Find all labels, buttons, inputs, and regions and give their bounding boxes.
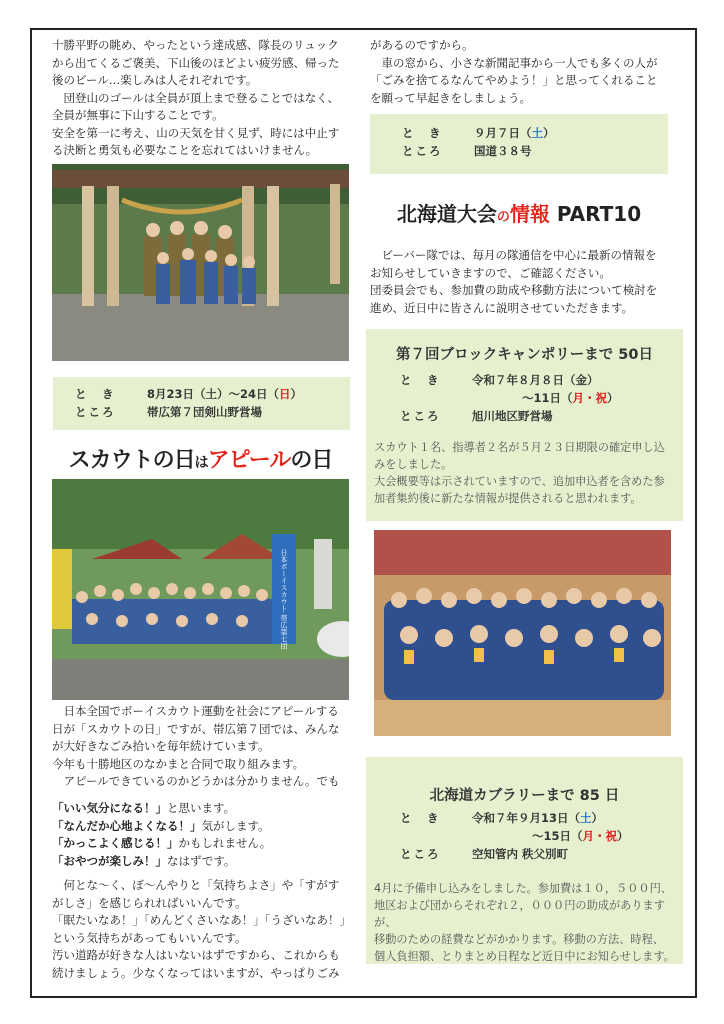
text-line: 車の窓から、小さな新聞記事から一人でも多くの人が: [381, 55, 658, 70]
text-line: 4月に予備申し込みをしました。参加費は１０，５００円、: [374, 882, 672, 895]
feeling-line: 「おやつが楽しみ！」なはずです。: [52, 853, 236, 868]
when-label: と き: [402, 126, 443, 140]
where-value: 空知管内 秩父別町: [472, 847, 569, 861]
when-value-end: ～11日（月・祝）: [522, 391, 619, 405]
when-value: 令和７年９月13日（土）: [472, 811, 604, 825]
text-line: 日が「スカウトの日」ですが、帯広第７団では、みんな: [52, 721, 340, 736]
feeling-line: 「なんだか心地よくなる！」気がします。: [52, 818, 270, 833]
block-camporee-title: 第７回ブロックキャンポリーまで 50日: [396, 347, 653, 363]
intro-paragraph: [52, 37, 350, 160]
text-line: 十勝平野の眺め、やったという達成感、隊長のリュック: [52, 38, 339, 52]
where-value: 国道３８号: [474, 144, 532, 158]
group-photo: [52, 479, 349, 700]
shrine-photo: [52, 164, 349, 361]
text-line: 「ごみを捨てるなんてやめよう！」と思ってくれること: [370, 73, 658, 87]
text-line: から出てくるご褒美、下山後のほどよい疲労感、帰った: [52, 55, 340, 70]
event-info-box: [53, 377, 350, 430]
text-line: みをしました。: [374, 458, 453, 471]
where-label: ところ: [402, 144, 443, 158]
text-line: 全員が無事に下山することです。: [52, 108, 224, 122]
text-line: 大会概要等は示されていますので、追加申込者を含めた参: [374, 475, 665, 488]
text-line: 移動のための経費などがかかります。移動の方法、時程、: [374, 933, 664, 946]
where-value: 旭川地区野営場: [472, 409, 553, 423]
text-line: 何とな～く、ぼ～んやりと「気持ちよさ」や「すがす: [63, 878, 340, 892]
text-line: が大好きなごみ拾いを毎年続けています。: [52, 739, 270, 753]
text-line: 安全を第一に考え、山の天気を甘く見ず、時には中止す: [52, 125, 340, 140]
hokkaido-info-heading: 北海道大会の情報 PART10: [396, 202, 642, 226]
event-info-box: [370, 114, 668, 174]
text-line: 「眠たいなあ！」「めんどくさいなあ！」「うざいなあ！」: [52, 913, 351, 927]
caboree-box: [366, 757, 683, 964]
text-line: 後のビール…楽しみは人それぞれです。: [52, 73, 258, 87]
text-line: という気持ちがあってもいいんです。: [52, 930, 247, 945]
closing-paragraph: [52, 877, 350, 982]
caboree-notes: [374, 880, 679, 965]
caboree-title: 北海道カブラリーまで 85 日: [429, 788, 620, 804]
text-line: 団登山のゴールは全員が頂上まで登ることではなく、: [63, 90, 340, 105]
text-line: がしさ」を感じられればいいんです。: [52, 895, 247, 910]
text-line: る決断と勇気も必要なことを忘れてはいけません。: [52, 143, 318, 157]
when-label: と き: [75, 387, 116, 401]
banner-text: 日本ボーイスカウト 帯広第七団: [280, 549, 288, 650]
text-line: を願って早起きをしましょう。: [370, 90, 531, 105]
text-line: 今年も十勝地区のなかまと合同で取り組みます。: [52, 756, 305, 771]
right-top-paragraph: [370, 37, 686, 107]
where-value: 帯広第７団剣山野営場: [147, 405, 262, 419]
when-value: ９月７日（土）: [474, 126, 555, 140]
text-line: 団委員会でも、参加費の助成や移動方法について検討を: [370, 283, 658, 297]
text-line: 続けましょう。少なくなってはいますが、やっぱりごみ: [52, 965, 340, 980]
when-label: と き: [400, 811, 441, 825]
text-line: があるのですから。: [370, 38, 474, 52]
info-paragraph: [370, 247, 686, 317]
scout-day-heading: スカウトの日はアピールの日: [68, 448, 333, 473]
camporee-notes: [374, 439, 679, 507]
text-line: 進め、近日中に皆さんに説明させていただきます。: [370, 300, 634, 315]
text-line: ビーバー隊では、毎月の隊通信を中心に最新の情報を: [381, 248, 657, 262]
text-line: 地区および団からそれぞれ２，０００円の助成がありますが、: [374, 899, 665, 929]
when-value-end: ～15日（月・祝）: [532, 829, 629, 843]
text-line: 個人負担額、とりまとめ日程など近日中にお知らせします。: [374, 950, 675, 963]
text-line: 日本全国でボーイスカウト運動を社会にアピールする: [63, 704, 339, 718]
block-camporee-box: [366, 329, 683, 521]
seated-scouts-photo: [374, 530, 671, 736]
where-label: ところ: [75, 405, 116, 419]
feeling-line: 「かっこよく感じる！」かもしれません。: [52, 836, 272, 850]
where-label: ところ: [400, 409, 441, 423]
when-value: 令和７年８月８日（金）: [472, 373, 599, 387]
text-line: スカウト１名、指導者２名が５月２３日期限の確定申し込: [374, 441, 665, 454]
text-line: 加者集約後に新たな情報が提供されると思われます。: [374, 492, 642, 505]
text-line: アピールできているのかどうかは分かりません。でも: [63, 774, 340, 788]
when-label: と き: [400, 373, 441, 387]
text-line: 汚い道路が好きな人はいないはずですから、これからも: [52, 948, 340, 962]
where-label: ところ: [400, 847, 441, 861]
feelings-list: [52, 800, 350, 870]
scout-day-body: [52, 703, 350, 791]
when-value: 8月23日（土）～24日（日）: [147, 387, 303, 401]
feeling-line: 「いい気分になる！」と思います。: [52, 801, 236, 815]
text-line: お知らせしていきますので、ご確認ください。: [370, 265, 611, 280]
